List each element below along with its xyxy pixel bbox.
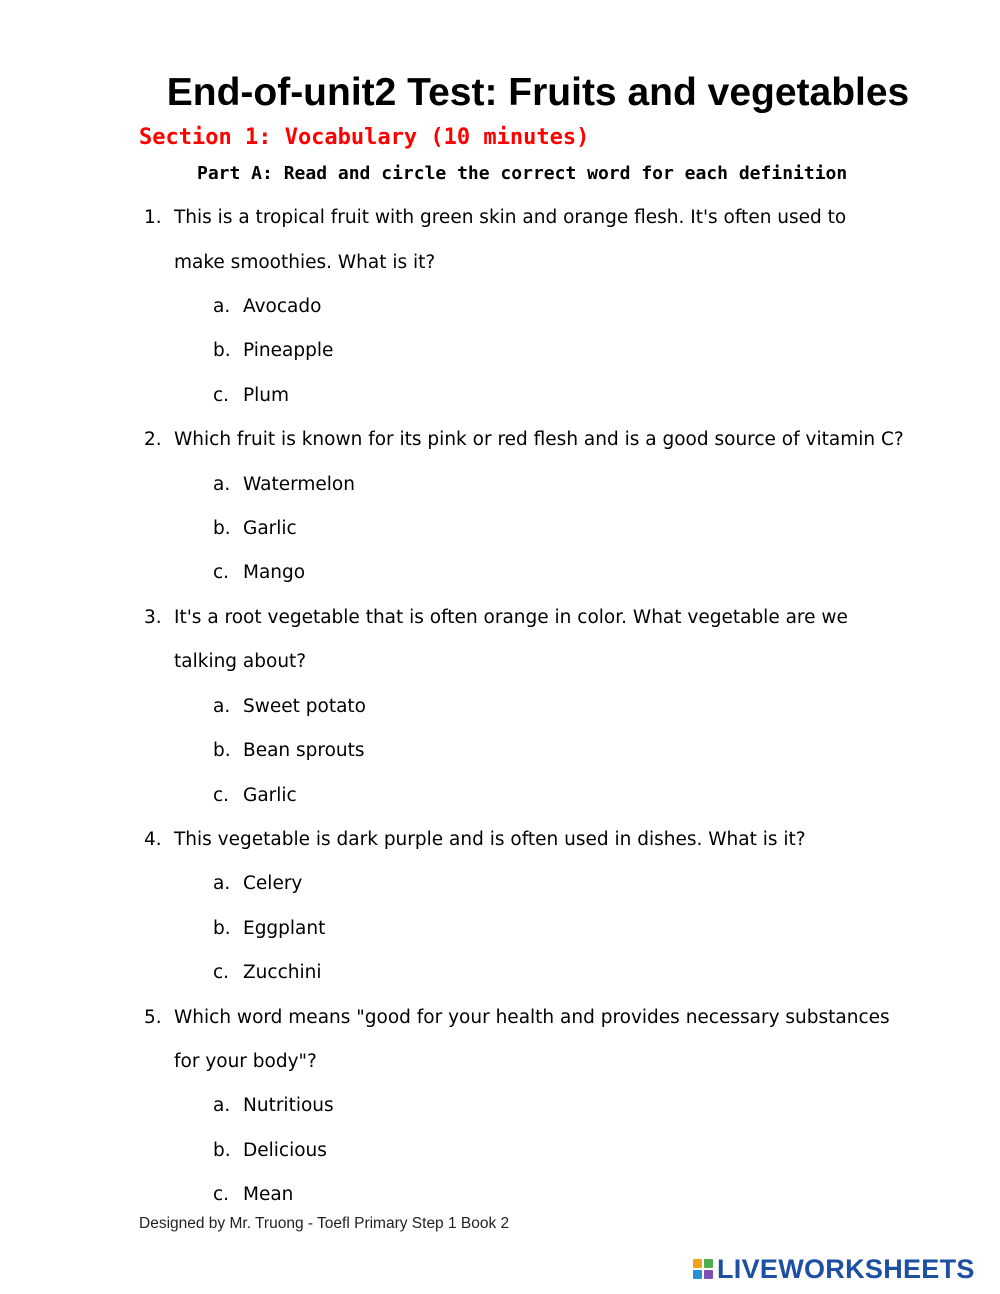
question-number: 1. xyxy=(144,207,162,228)
option-text[interactable]: Pineapple xyxy=(243,340,334,361)
option-text[interactable]: Garlic xyxy=(243,785,297,806)
option-letter: a. xyxy=(213,873,231,894)
question-text: talking about? xyxy=(174,651,307,672)
option-letter: b. xyxy=(213,1140,231,1161)
option-letter: a. xyxy=(213,1095,231,1116)
option-text[interactable]: Zucchini xyxy=(243,962,322,983)
option-letter: c. xyxy=(213,562,230,583)
question-text: Which fruit is known for its pink or red flesh and is a good source of vitamin C? xyxy=(174,429,904,450)
option-letter: c. xyxy=(213,385,230,406)
option-letter: b. xyxy=(213,340,231,361)
question-text: It's a root vegetable that is often orange in color. What vegetable are we xyxy=(174,607,848,628)
question-text: This is a tropical fruit with green skin and orange flesh. It's often used to xyxy=(174,207,847,228)
option-letter: b. xyxy=(213,740,231,761)
option-text[interactable]: Plum xyxy=(243,385,290,406)
logo-square-green xyxy=(704,1259,713,1268)
option-text[interactable]: Avocado xyxy=(243,296,322,317)
option-letter: a. xyxy=(213,296,231,317)
option-letter: a. xyxy=(213,696,231,717)
option-letter: a. xyxy=(213,474,231,495)
option-letter: c. xyxy=(213,785,230,806)
question-number: 3. xyxy=(144,607,162,628)
option-text[interactable]: Nutritious xyxy=(243,1095,334,1116)
option-text[interactable]: Mango xyxy=(243,562,306,583)
option-text[interactable]: Celery xyxy=(243,873,303,894)
section-heading: Section 1: Vocabulary (10 minutes) xyxy=(139,125,590,150)
question-number: 5. xyxy=(144,1007,162,1028)
question-text: Which word means "good for your health and provides necessary substances xyxy=(174,1007,890,1028)
logo-square-blue xyxy=(693,1270,702,1279)
question-text: This vegetable is dark purple and is often used in dishes. What is it? xyxy=(174,829,806,850)
page-title: End-of-unit2 Test: Fruits and vegetables xyxy=(166,71,910,114)
option-text[interactable]: Mean xyxy=(243,1184,294,1205)
option-text[interactable]: Watermelon xyxy=(243,474,355,495)
logo-square-orange xyxy=(693,1259,702,1268)
question-number: 4. xyxy=(144,829,162,850)
option-letter: c. xyxy=(213,1184,230,1205)
option-text[interactable]: Bean sprouts xyxy=(243,740,365,761)
liveworksheets-logo-icon xyxy=(693,1259,713,1279)
liveworksheets-logo[interactable] xyxy=(693,1253,975,1285)
option-text[interactable]: Delicious xyxy=(243,1140,327,1161)
option-letter: c. xyxy=(213,962,230,983)
option-text[interactable]: Eggplant xyxy=(243,918,326,939)
footer-credit: Designed by Mr. Truong - Toefl Primary Step 1 Book 2 xyxy=(139,1215,510,1232)
option-letter: b. xyxy=(213,518,231,539)
option-text[interactable]: Garlic xyxy=(243,518,297,539)
option-letter: b. xyxy=(213,918,231,939)
question-text: make smoothies. What is it? xyxy=(174,252,436,273)
option-text[interactable]: Sweet potato xyxy=(243,696,366,717)
logo-square-purple xyxy=(704,1270,713,1279)
part-instructions: Part A: Read and circle the correct word for each definition xyxy=(197,163,848,184)
question-number: 2. xyxy=(144,429,162,450)
liveworksheets-wordmark: LIVEWORKSHEETS xyxy=(717,1253,975,1284)
question-text: for your body"? xyxy=(174,1051,317,1072)
